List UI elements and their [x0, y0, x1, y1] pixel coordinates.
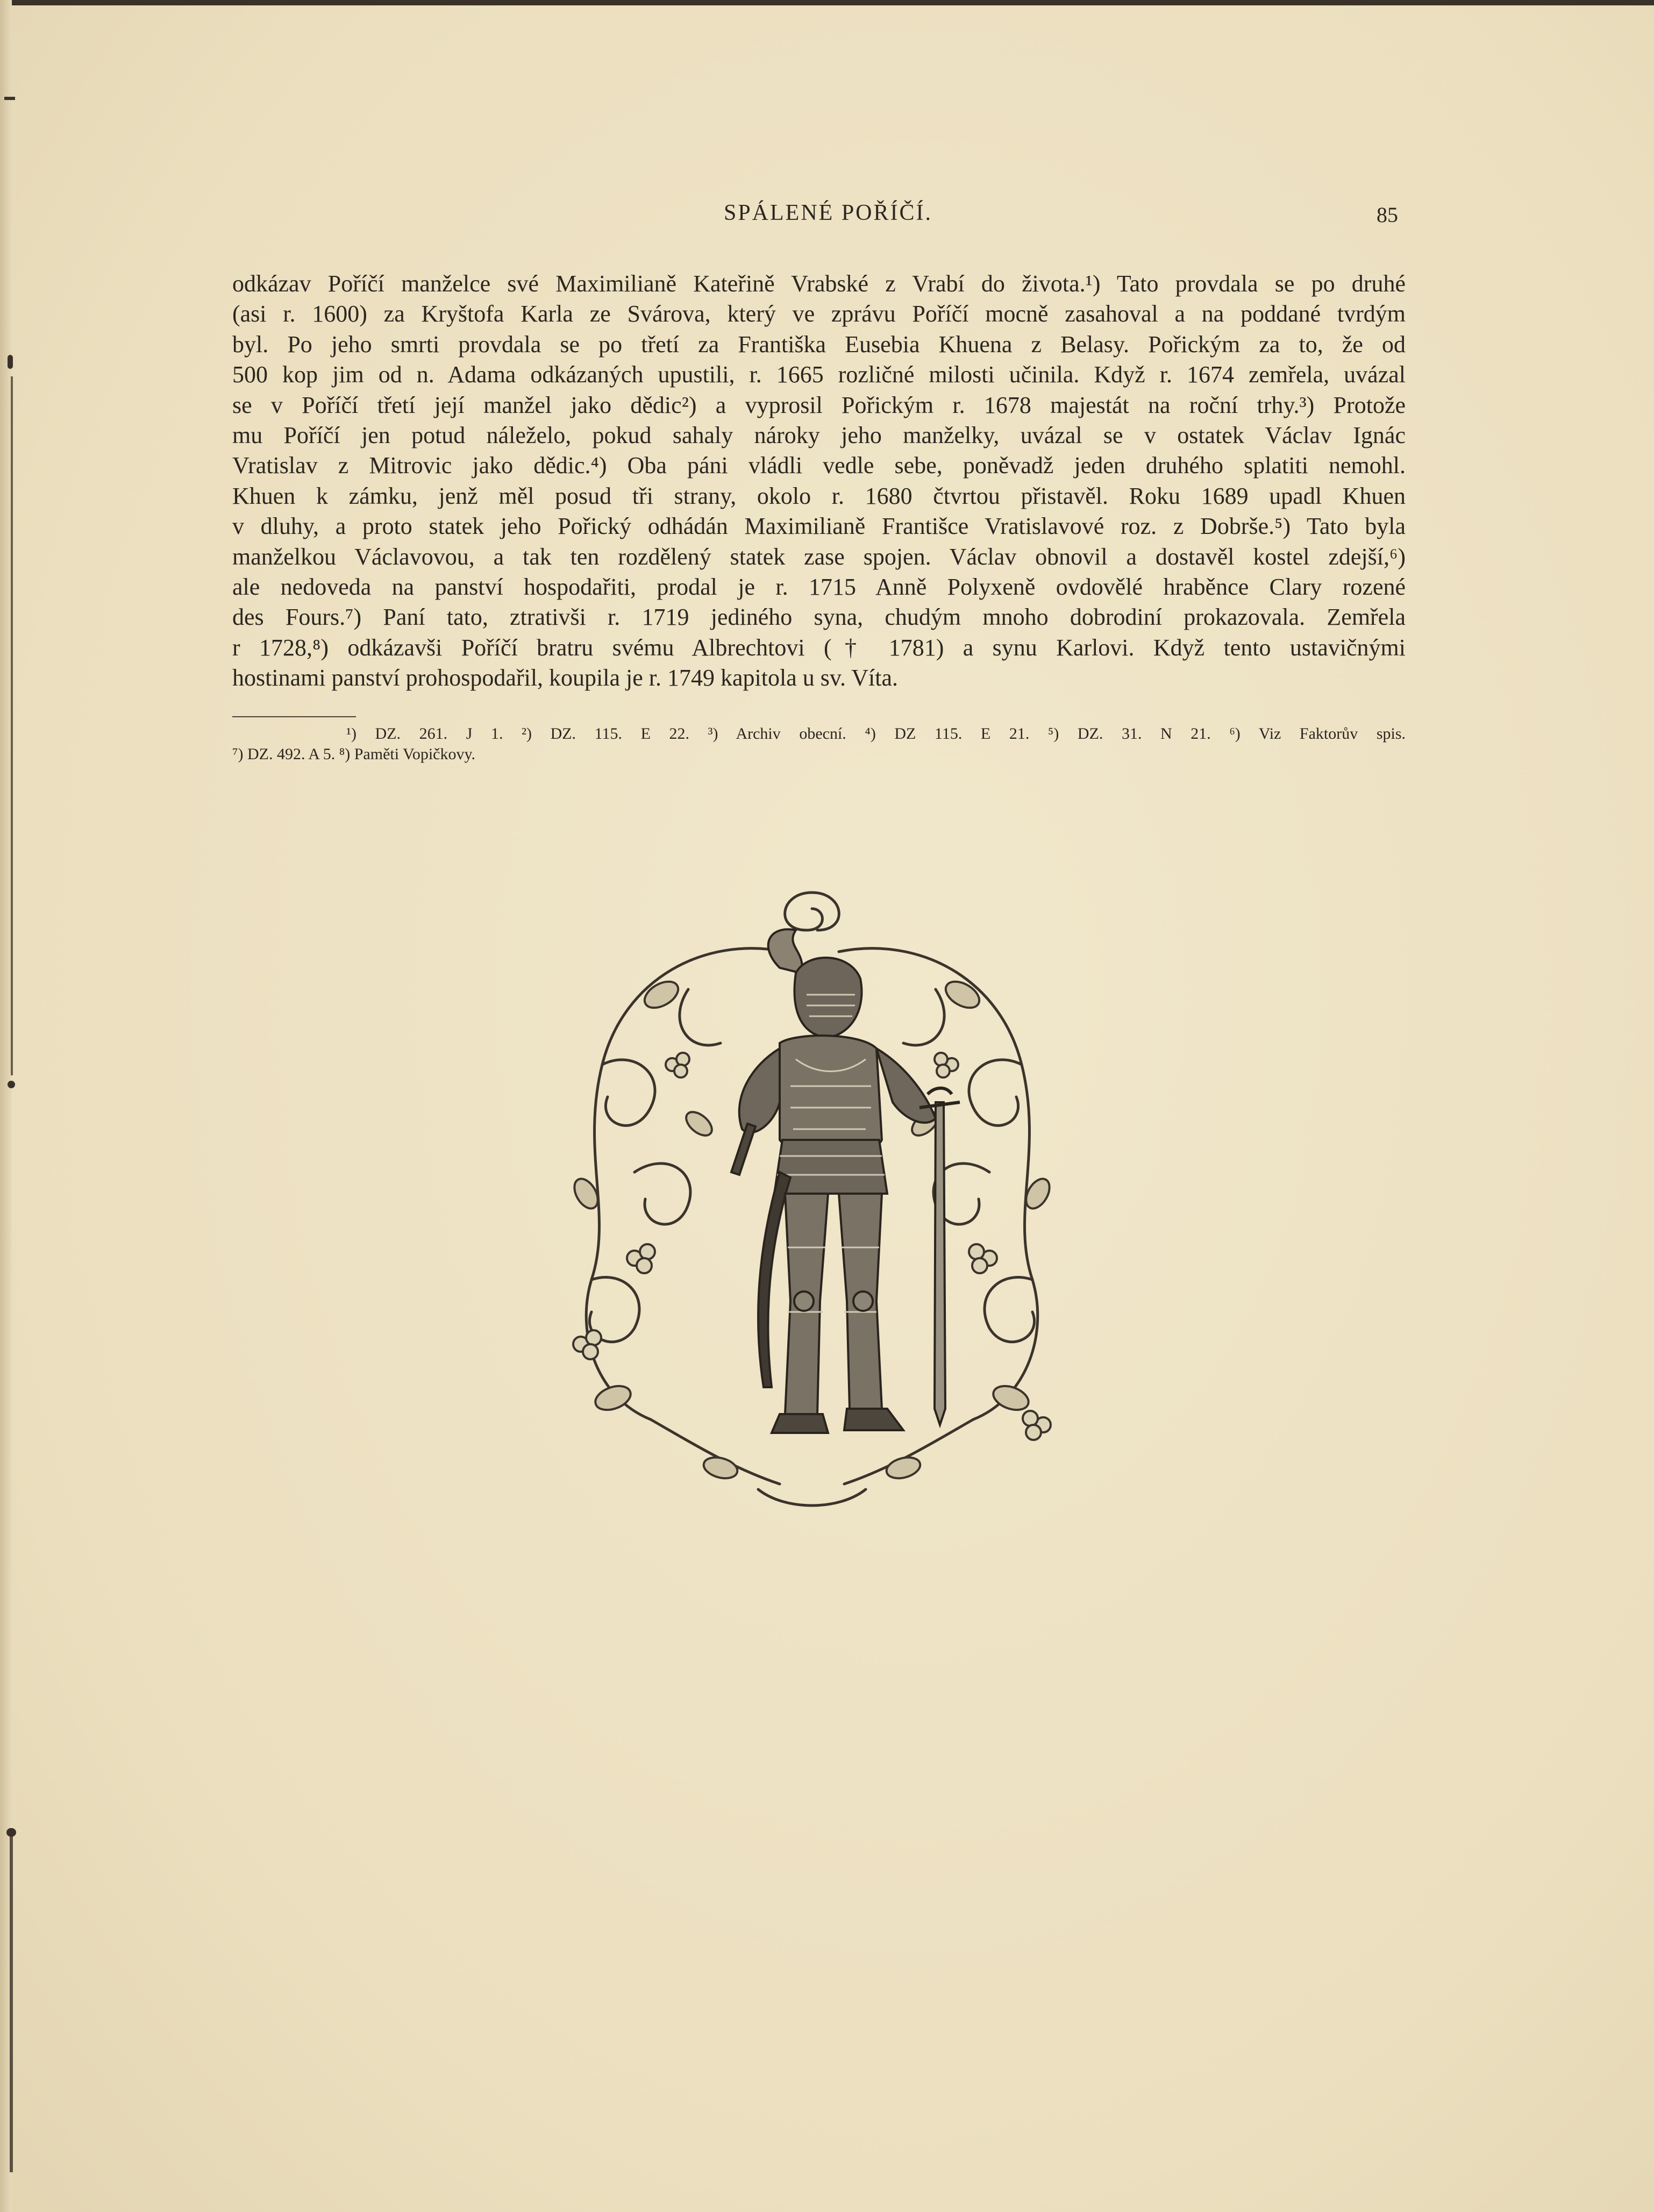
text-line: Khuen k zámku, jenž měl posud tři strany, okolo r. 1680 čtvrtou přistavěl. Roku 1689 upadl Khuen [232, 482, 1406, 509]
footnote-rule [232, 716, 356, 717]
text-line: byl. Po jeho smrti provdala se po třetí za Františka Eusebia Khuena z Belasy. Pořickým za to, že od [232, 331, 1406, 358]
footnote-line: ⁷) DZ. 492. A 5. ⁸) Paměti Vopičkovy. [232, 745, 476, 763]
text-line: Vratislav z Mitrovic jako dědic.⁴) Oba páni vládli vedle sebe, poněvadž jeden druhého splatiti nemohl. [232, 452, 1406, 479]
text-line: 500 kop jim od n. Adama odkázaných upustili, r. 1665 rozličné milosti učinila. Když r. 1674 zemřela, uvázal [232, 361, 1406, 388]
footnote-line: ¹) DZ. 261. J 1. ²) DZ. 115. E 22. ³) Archiv obecní. ⁴) DZ 115. E 21. ⁵) DZ. 31. N 21. ⁶) Viz Faktorův spis. [346, 725, 1406, 743]
text-line: v dluhy, a proto statek jeho Pořický odhádán Maximilianě Františce Vratislavové roz. z Dobrše.⁵) Tato byla [232, 513, 1406, 540]
binding-mark [11, 376, 13, 1075]
running-title: SPÁLENÉ POŘÍČÍ. [723, 201, 933, 225]
knight-ornament-illustration [527, 871, 1097, 1516]
text-line: odkázav Poříčí manželce své Maximilianě Kateřině Vrabské z Vrabí do života.¹) Tato provdala se po druhé [232, 270, 1406, 297]
binding-mark [4, 97, 15, 100]
scan-top-border [0, 0, 1654, 5]
text-line: manželkou Václavovou, a tak ten rozdělený statek zase spojen. Václav obnovil a dostavěl kostel zdejší,⁶) [232, 543, 1406, 570]
text-line: (asi r. 1600) za Kryštofa Karla ze Svárova, který ve zprávu Poříčí mocně zasahoval a na poddané tvrdým [232, 301, 1406, 327]
binding-mark [6, 1828, 16, 1837]
text-line: mu Poříčí jen potud náleželo, pokud sahaly nároky jeho manželky, uvázal se v ostatek Václav Ignác [232, 422, 1406, 448]
text-line: se v Poříčí třetí její manžel jako dědic²) a vyprosil Pořickým r. 1678 majestát na roční trhy.³) Protože [232, 391, 1406, 418]
footnotes [232, 724, 1406, 765]
binding-mark [10, 1828, 13, 2172]
text-line: r 1728,⁸) odkázavši Poříčí bratru svému Albrechtovi († 1781) a synu Karlovi. Když tento ustavičnými [232, 634, 1406, 661]
binding-mark [8, 355, 13, 369]
text-line: des Fours.⁷) Paní tato, ztrativši r. 1719 jediného syna, chudým mnoho dobrodiní prokazovala. Zemřela [232, 604, 1406, 631]
binding-mark [8, 1081, 15, 1088]
text-line: hostinami panství prohospodařil, koupila je r. 1749 kapitola u sv. Víta. [232, 665, 898, 691]
page-number: 85 [1377, 203, 1398, 227]
body-paragraph [232, 269, 1406, 693]
text-line: ale nedoveda na panství hospodařiti, prodal je r. 1715 Anně Polyxeně ovdovělé hraběnce Clary rozené [232, 573, 1406, 600]
